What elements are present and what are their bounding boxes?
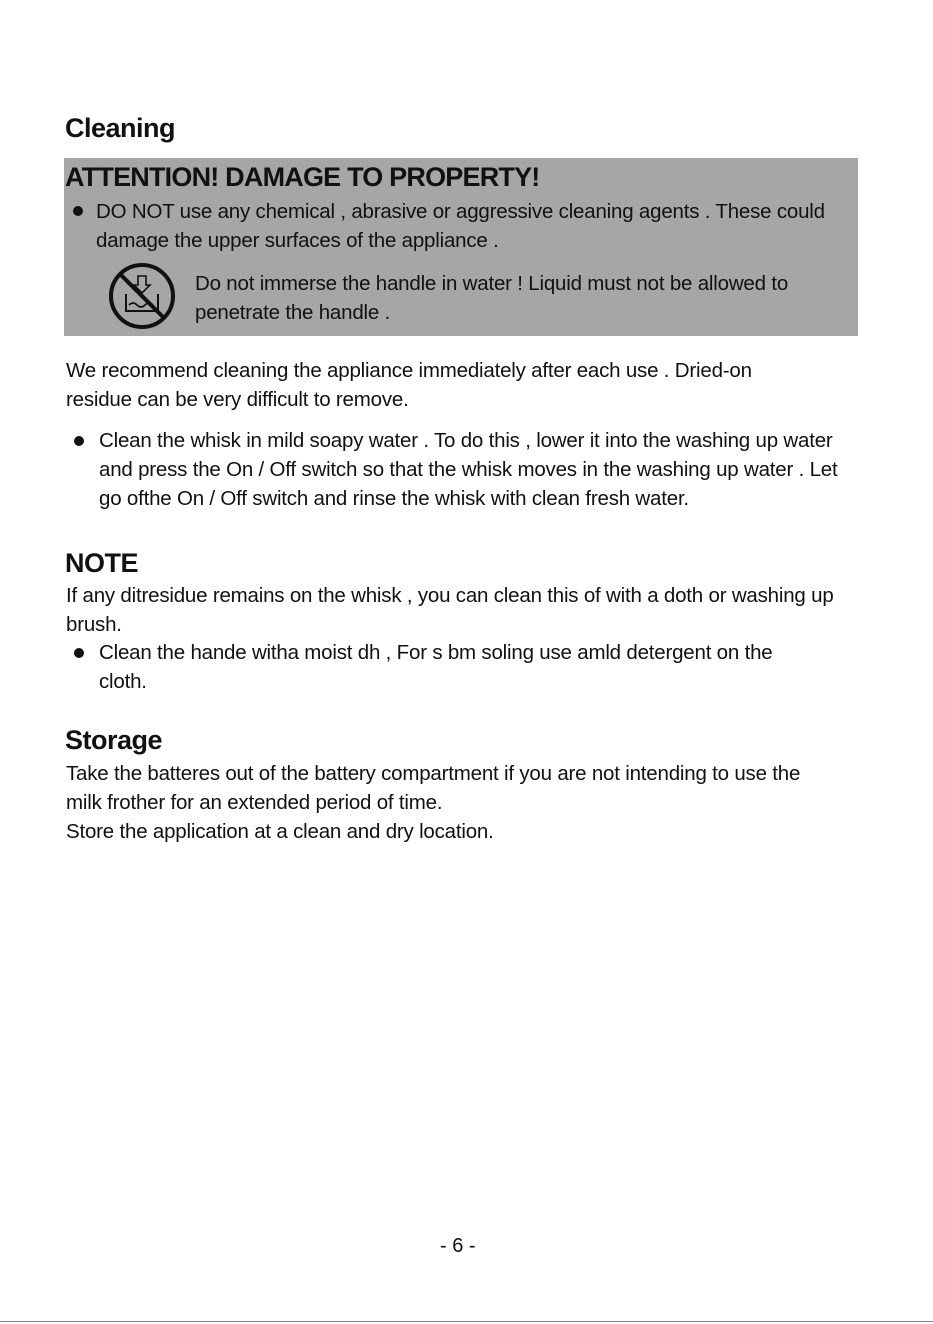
storage-line-3: Store the application at a clean and dry location.	[66, 820, 494, 843]
attention-heading: ATTENTION! DAMAGE TO PROPERTY!	[65, 162, 540, 192]
bullet-dot	[74, 648, 84, 658]
bullet-dot	[74, 436, 84, 446]
cleaning-bullet-line-1: Clean the whisk in mild soapy water . To do this , lower it into the washing up water	[99, 429, 833, 452]
page-number: - 6 -	[440, 1235, 476, 1257]
note-bullet-line-2: cloth.	[99, 670, 147, 693]
bottom-divider	[0, 1321, 933, 1322]
cleaning-heading: Cleaning	[65, 113, 176, 143]
attention-icon-text-line-2: penetrate the handle .	[195, 301, 391, 324]
bullet-dot	[73, 206, 83, 216]
cleaning-intro-line-2: residue can be very difficult to remove.	[66, 388, 409, 411]
storage-heading: Storage	[65, 725, 163, 755]
attention-bullet-line-2: damage the upper surfaces of the appliance .	[96, 229, 499, 252]
note-heading: NOTE	[65, 548, 139, 578]
cleaning-intro-line-1: We recommend cleaning the appliance immediately after each use . Dried-on	[66, 359, 752, 382]
attention-bullet-line-1: DO NOT use any chemical , abrasive or aggressive cleaning agents . These could	[96, 200, 825, 223]
note-bullet-line-1: Clean the hande witha moist dh , For s bm soling use amld detergent on the	[99, 641, 773, 664]
storage-line-1: Take the batteres out of the battery compartment if you are not intending to use the	[66, 762, 801, 785]
storage-line-2: milk frother for an extended period of time.	[66, 791, 443, 814]
attention-icon-text-line-1: Do not immerse the handle in water ! Liquid must not be allowed to	[195, 272, 789, 295]
note-line-1: If any ditresidue remains on the whisk , you can clean this of with a doth or washing up	[66, 584, 834, 607]
cleaning-bullet-line-2: and press the On / Off switch so that the whisk moves in the washing up water . Let	[99, 458, 838, 481]
note-line-2: brush.	[66, 613, 122, 636]
attention-box	[64, 158, 858, 336]
cleaning-bullet-line-3: go ofthe On / Off switch and rinse the whisk with clean fresh water.	[99, 487, 689, 510]
no-immersion-icon	[107, 261, 177, 336]
